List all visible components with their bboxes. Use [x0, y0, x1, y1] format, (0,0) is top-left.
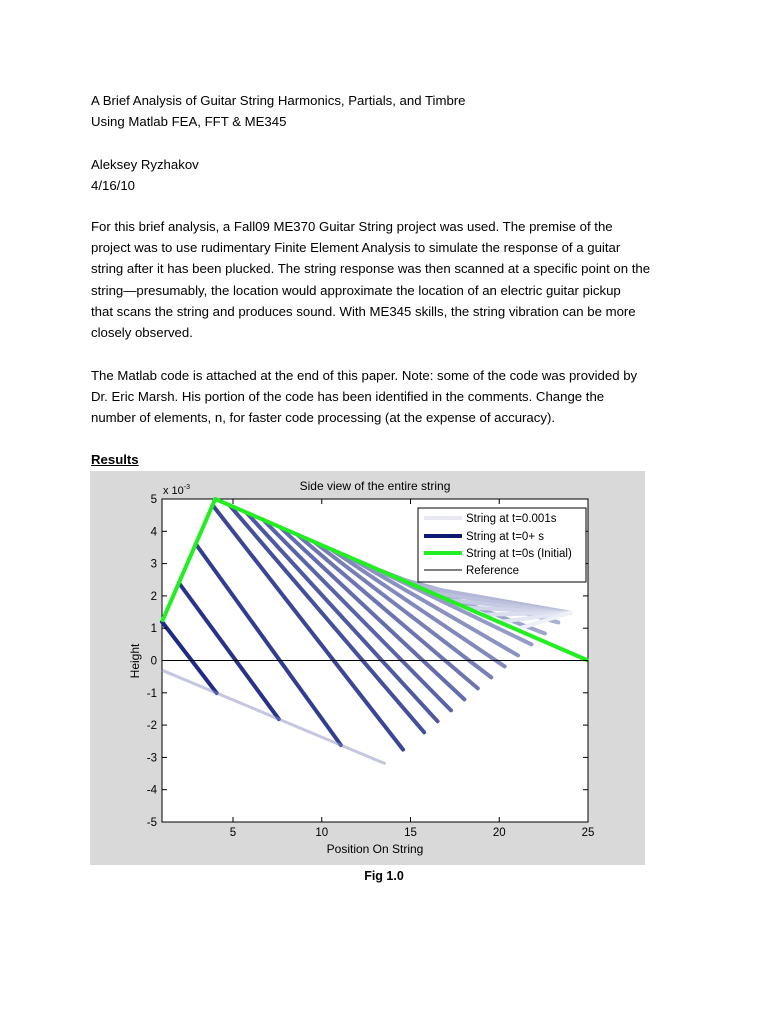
- y-axis-label: Height: [128, 643, 142, 679]
- x-tick-label: 10: [315, 827, 329, 839]
- string-plot: [90, 471, 645, 865]
- chart-title: Side view of the entire string: [299, 479, 451, 493]
- legend-label-reference: Reference: [466, 565, 520, 577]
- x-axis-label: Position On String: [326, 842, 424, 856]
- y-tick-label: -2: [146, 720, 157, 733]
- document-date: 4/16/10: [91, 178, 135, 193]
- y-tick-label: -4: [146, 784, 157, 797]
- figure-caption: Fig 1.0: [364, 869, 404, 883]
- y-tick-label: -1: [146, 687, 157, 700]
- y-tick-label: 5: [150, 494, 157, 506]
- author-name: Aleksey Ryzhakov: [91, 157, 199, 172]
- y-tick-label: 4: [150, 526, 157, 539]
- paragraph-line: number of elements, n, for faster code processing (at the expense of accuracy).: [91, 410, 555, 426]
- paragraph-line: The Matlab code is attached at the end of this paper. Note: some of the code was provided by: [91, 368, 638, 383]
- results-heading: Results: [91, 452, 139, 467]
- legend: [418, 508, 586, 582]
- paragraph-line: closely observed.: [91, 325, 193, 341]
- paragraph-line: For this brief analysis, a Fall09 ME370 Guitar String project was used. The premise of the: [91, 219, 613, 234]
- y-tick-label: 2: [150, 590, 157, 603]
- y-tick-label: -5: [146, 817, 157, 829]
- y-multiplier-base: x 10: [163, 485, 184, 497]
- paragraph-line: project was to use rudimentary Finite Element Analysis to simulate the response of a guitar: [91, 240, 621, 256]
- y-tick-label: -3: [146, 752, 157, 765]
- figure-panel: [90, 471, 645, 865]
- title-line-2: Using Matlab FEA, FFT & ME345: [91, 114, 287, 129]
- legend-label-t0001: String at t=0.001s: [466, 513, 557, 525]
- legend-label-t0plus: String at t=0+ s: [466, 531, 544, 543]
- legend-label-initial: String at t=0s (Initial): [466, 548, 572, 560]
- x-tick-label: 25: [581, 827, 595, 839]
- paragraph-line: string after it has been plucked. The string response was then scanned at a specific point on the: [91, 261, 651, 277]
- code-note-paragraph: [91, 365, 681, 429]
- y-multiplier: [163, 484, 190, 497]
- title-line-1: A Brief Analysis of Guitar String Harmonics, Partials, and Timbre: [91, 93, 466, 108]
- intro-paragraph: [91, 216, 681, 343]
- paragraph-line: Dr. Eric Marsh. His portion of the code has been identified in the comments. Change the: [91, 389, 605, 405]
- paragraph-line: that scans the string and produces sound. With ME345 skills, the string vibration can be more: [91, 303, 636, 319]
- x-tick-label: 20: [492, 827, 506, 839]
- paragraph-line: string—presumably, the location would approximate the location of an electric guitar pickup: [91, 282, 621, 298]
- x-tick-label: 5: [229, 827, 237, 839]
- y-multiplier-exponent: -3: [183, 484, 191, 491]
- x-tick-label: 15: [404, 827, 417, 839]
- y-tick-label: 1: [150, 623, 157, 636]
- y-tick-label: 0: [150, 655, 157, 668]
- y-tick-label: 3: [150, 558, 157, 571]
